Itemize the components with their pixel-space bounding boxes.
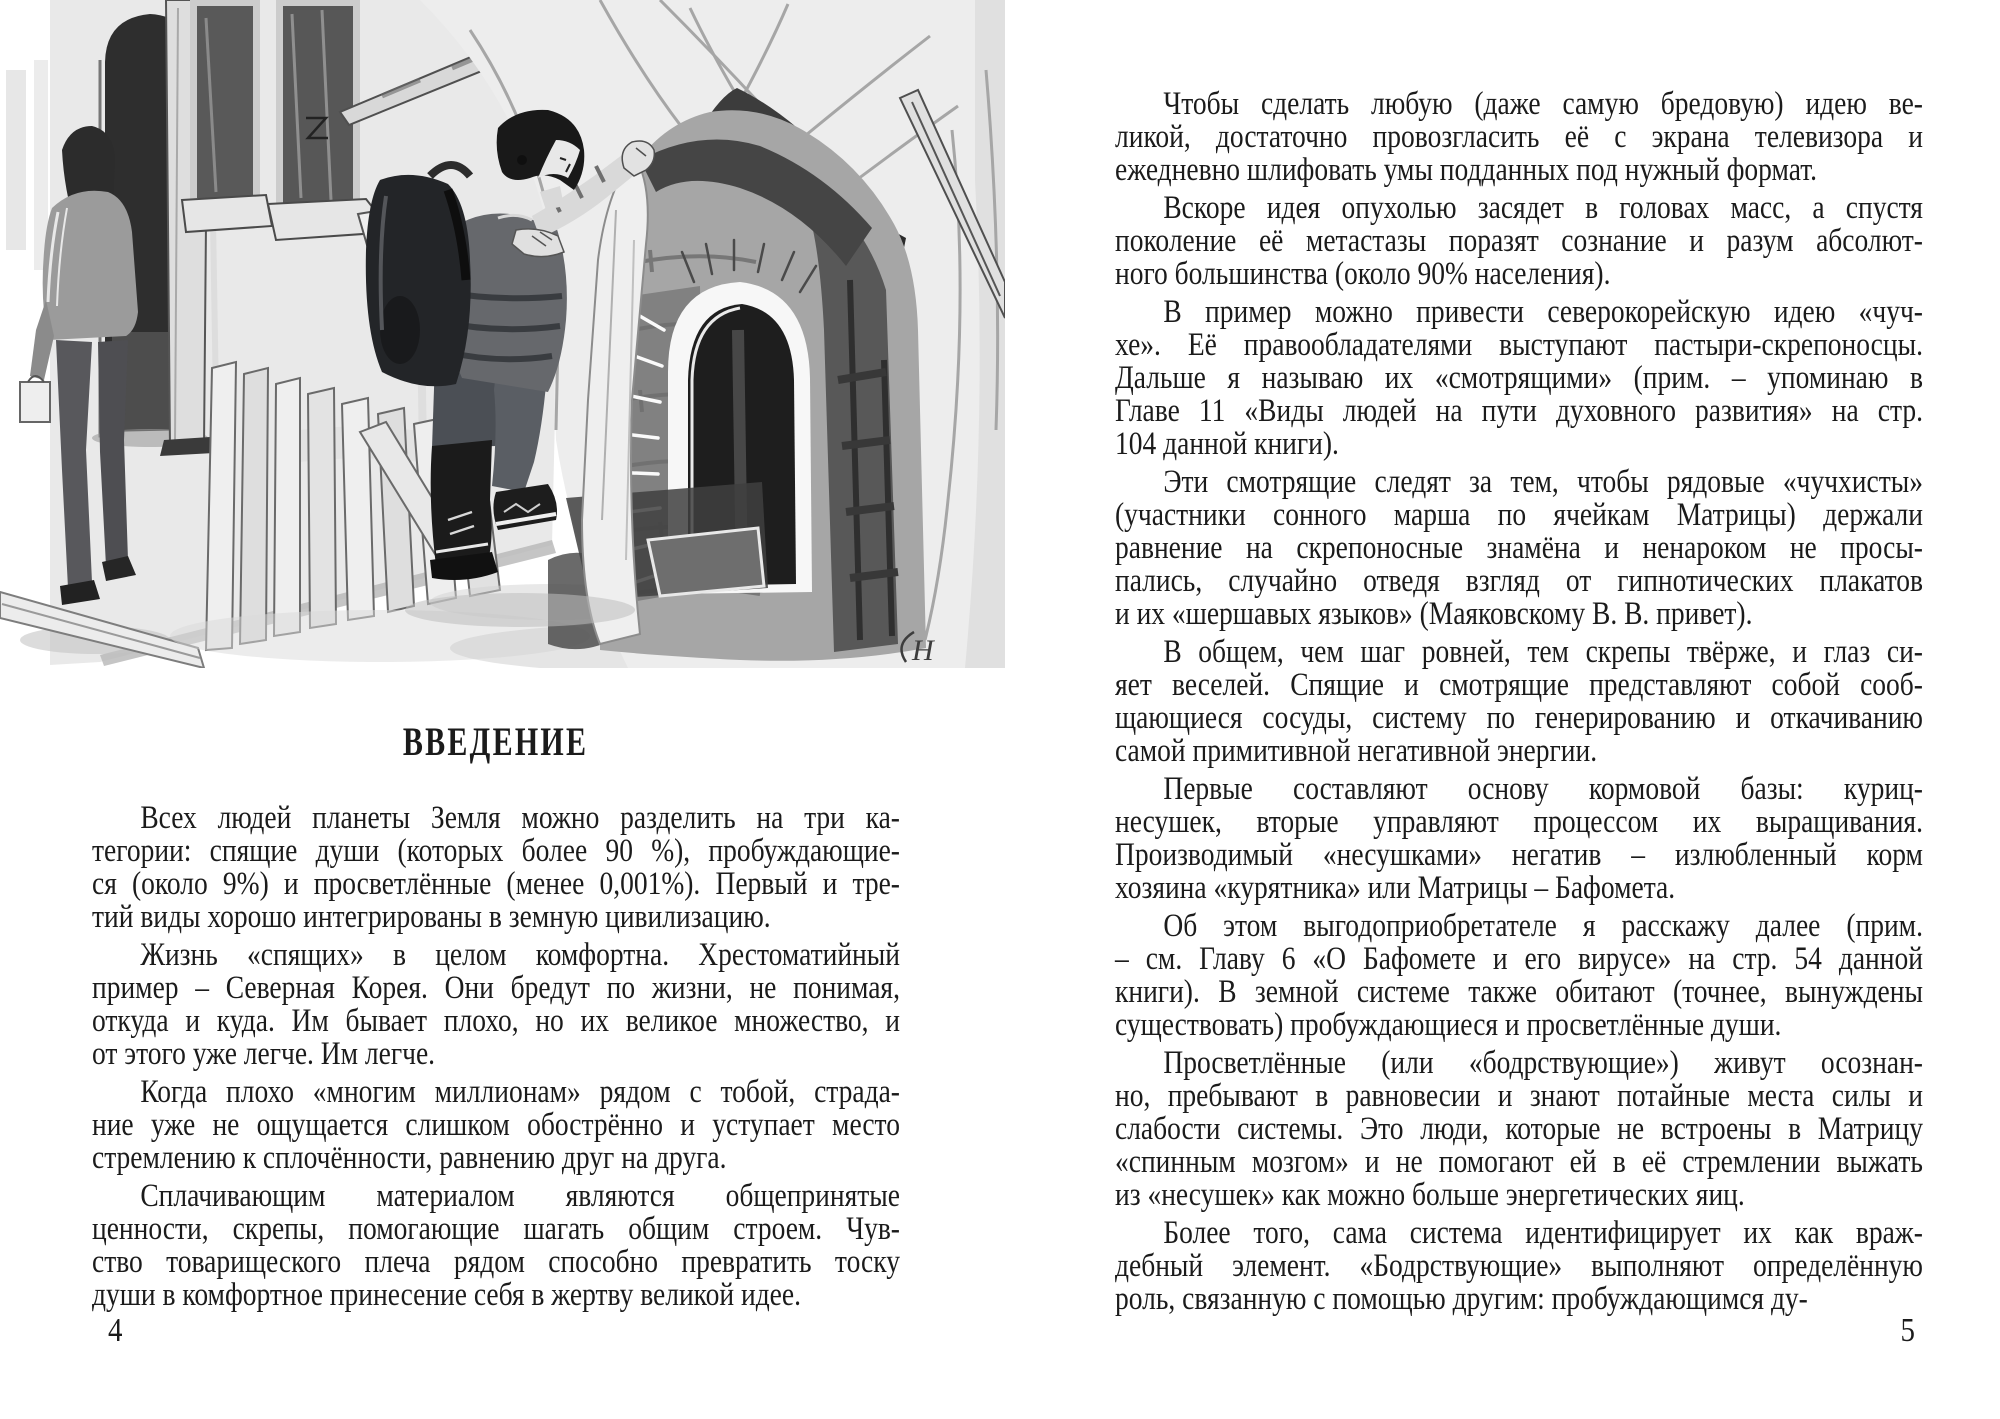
text-line: В общем, чем шаг ровней, тем скрепы твёрже, и глаз си- — [1163, 634, 1923, 670]
text-line: существовать) пробуждающиеся и просветлённые души. — [1115, 1007, 1782, 1043]
text-line: Эти смотрящие следят за тем, чтобы рядовые «чучхисты» — [1163, 464, 1923, 500]
text-line: стремлению к сплочённости, равнению друг на друга. — [92, 1140, 727, 1176]
paragraph — [92, 1076, 900, 1175]
text-line: пример – Северная Корея. Они бредут по жизни, не понимая, — [92, 970, 900, 1006]
text-line: души в комфортное принесение себя в жертву великой идее. — [92, 1277, 801, 1313]
text-line: пались, случайно отведя взгляд от гипнотических плакатов — [1115, 563, 1923, 599]
text-line: равнение на скрепоносные знамёна и ненароком не просы- — [1115, 530, 1923, 566]
text-line: ликой, достаточно провозгласить её с экрана телевизора и — [1115, 119, 1923, 155]
text-line: щающиеся сосуды, систему по генерированию и откачиванию — [1115, 700, 1923, 736]
page-number-right-value: 5 — [1900, 1312, 1915, 1349]
paragraph — [1115, 296, 1923, 461]
text-line: (участники сонного марша по ячейкам Матрицы) держали — [1115, 497, 1923, 533]
chapter-heading — [92, 718, 900, 766]
text-line: ние уже не ощущается слишком обострённо и уступает место — [92, 1107, 900, 1143]
paragraph — [1115, 636, 1923, 768]
right-page-body — [1115, 88, 1923, 1316]
text-line: но, пребывают в равновесии и знают потайные места силы и — [1115, 1078, 1923, 1114]
text-line: тегории: спящие души (которых более 90 %), пробуждающие- — [92, 833, 900, 869]
text-line: роль, связанную с помощью другим: пробуждающимся ду- — [1115, 1281, 1808, 1317]
text-line: от этого уже легче. Им легче. — [92, 1036, 436, 1072]
book-illustration — [0, 0, 1005, 668]
page-number-left-value: 4 — [108, 1312, 123, 1349]
page-number-right — [1115, 1314, 1915, 1348]
chapter-heading-text: ВВЕДЕНИЕ — [403, 719, 589, 764]
text-line: из «несушек» как можно больше энергетических яиц. — [1115, 1177, 1745, 1213]
text-line: Об этом выгодоприобретателе я расскажу далее (прим. — [1163, 908, 1923, 944]
text-line: ся (около 9%) и просветлённые (менее 0,001%). Первый и тре- — [92, 866, 900, 902]
text-line: – см. Главу 6 «О Бафомете и его вирусе» на стр. 54 данной — [1115, 941, 1923, 977]
text-line: Просветлённые (или «бодрствующие») живут осознан- — [1163, 1045, 1923, 1081]
page-number-left — [108, 1314, 125, 1348]
text-line: самой примитивной негативной энергии. — [1115, 733, 1598, 769]
text-line: дебный элемент. «Бодрствующие» выполняют определённую — [1115, 1248, 1923, 1284]
text-line: ежедневно шлифовать умы подданных под нужный формат. — [1115, 152, 1818, 188]
left-page-body — [92, 802, 900, 1312]
text-line: ство товарищеского плеча рядом способно превратить тоску — [92, 1244, 900, 1280]
paragraph — [92, 1180, 900, 1312]
paragraph — [1115, 192, 1923, 291]
text-line: Производимый «несушками» негатив – излюбленный корм — [1115, 837, 1923, 873]
text-line: книги). В земной системе также обитают (точнее, вынуждены — [1115, 974, 1923, 1010]
text-line: несушек, вторые управляют процессом их выращивания. — [1115, 804, 1923, 840]
text-line: яет веселей. Спящие и смотрящие представляют собой сооб- — [1115, 667, 1923, 703]
text-line: 104 данной книги). — [1115, 426, 1339, 462]
text-line: Жизнь «спящих» в целом комфортна. Хрестоматийный — [140, 937, 900, 973]
text-line: слабости системы. Это люди, которые не встроены в Матрицу — [1115, 1111, 1923, 1147]
text-line: и их «шершавых языков» (Маяковскому В. В. привет). — [1115, 596, 1753, 632]
text-line: Всех людей планеты Земля можно разделить на три ка- — [140, 800, 900, 836]
text-line: Более того, сама система идентифицирует их как враж- — [1163, 1215, 1923, 1251]
text-line: Вскоре идея опухолью засядет в головах масс, а спустя — [1163, 190, 1923, 226]
text-line: Дальше я называю их «смотрящими» (прим. – упоминаю в — [1115, 360, 1923, 396]
text-line: Когда плохо «многим миллионам» рядом с тобой, страда- — [140, 1074, 900, 1110]
text-line: тий виды хорошо интегрированы в земную цивилизацию. — [92, 899, 771, 935]
backpack — [366, 165, 471, 386]
paragraph — [1115, 910, 1923, 1042]
paragraph — [1115, 1047, 1923, 1212]
text-line: хе». Её правообладателями выступают пастыри-скрепоносцы. — [1115, 327, 1923, 363]
text-line: «спинным мозгом» и не помогают ей в её стремлении выжать — [1115, 1144, 1923, 1180]
text-line: В пример можно привести северокорейскую идею «чуч- — [1163, 294, 1923, 330]
text-line: Первые составляют основу кормовой базы: куриц- — [1163, 771, 1923, 807]
text-line: хозяина «курятника» или Матрицы – Бафомета. — [1115, 870, 1676, 906]
text-line: ного большинства (около 90% населения). — [1115, 256, 1611, 292]
paragraph — [92, 802, 900, 934]
signature-glyph: Н — [912, 634, 934, 667]
paragraph — [1115, 88, 1923, 187]
text-line: откуда и куда. Им бывает плохо, но их великое множество, и — [92, 1003, 900, 1039]
text-line: ценности, скрепы, помогающие шагать общим строем. Чув- — [92, 1211, 900, 1247]
text-line: Чтобы сделать любую (даже самую бредовую) идею ве- — [1163, 86, 1923, 122]
text-line: Главе 11 «Виды людей на пути духовного развития» на стр. — [1115, 393, 1923, 429]
text-line: поколение её метастазы поразят сознание и разум абсолют- — [1115, 223, 1923, 259]
paragraph — [1115, 1217, 1923, 1316]
text-line: Сплачивающим материалом являются общепринятые — [140, 1178, 900, 1214]
window-left — [182, 0, 272, 232]
paragraph — [1115, 773, 1923, 905]
paragraph — [1115, 466, 1923, 631]
paragraph — [92, 939, 900, 1071]
